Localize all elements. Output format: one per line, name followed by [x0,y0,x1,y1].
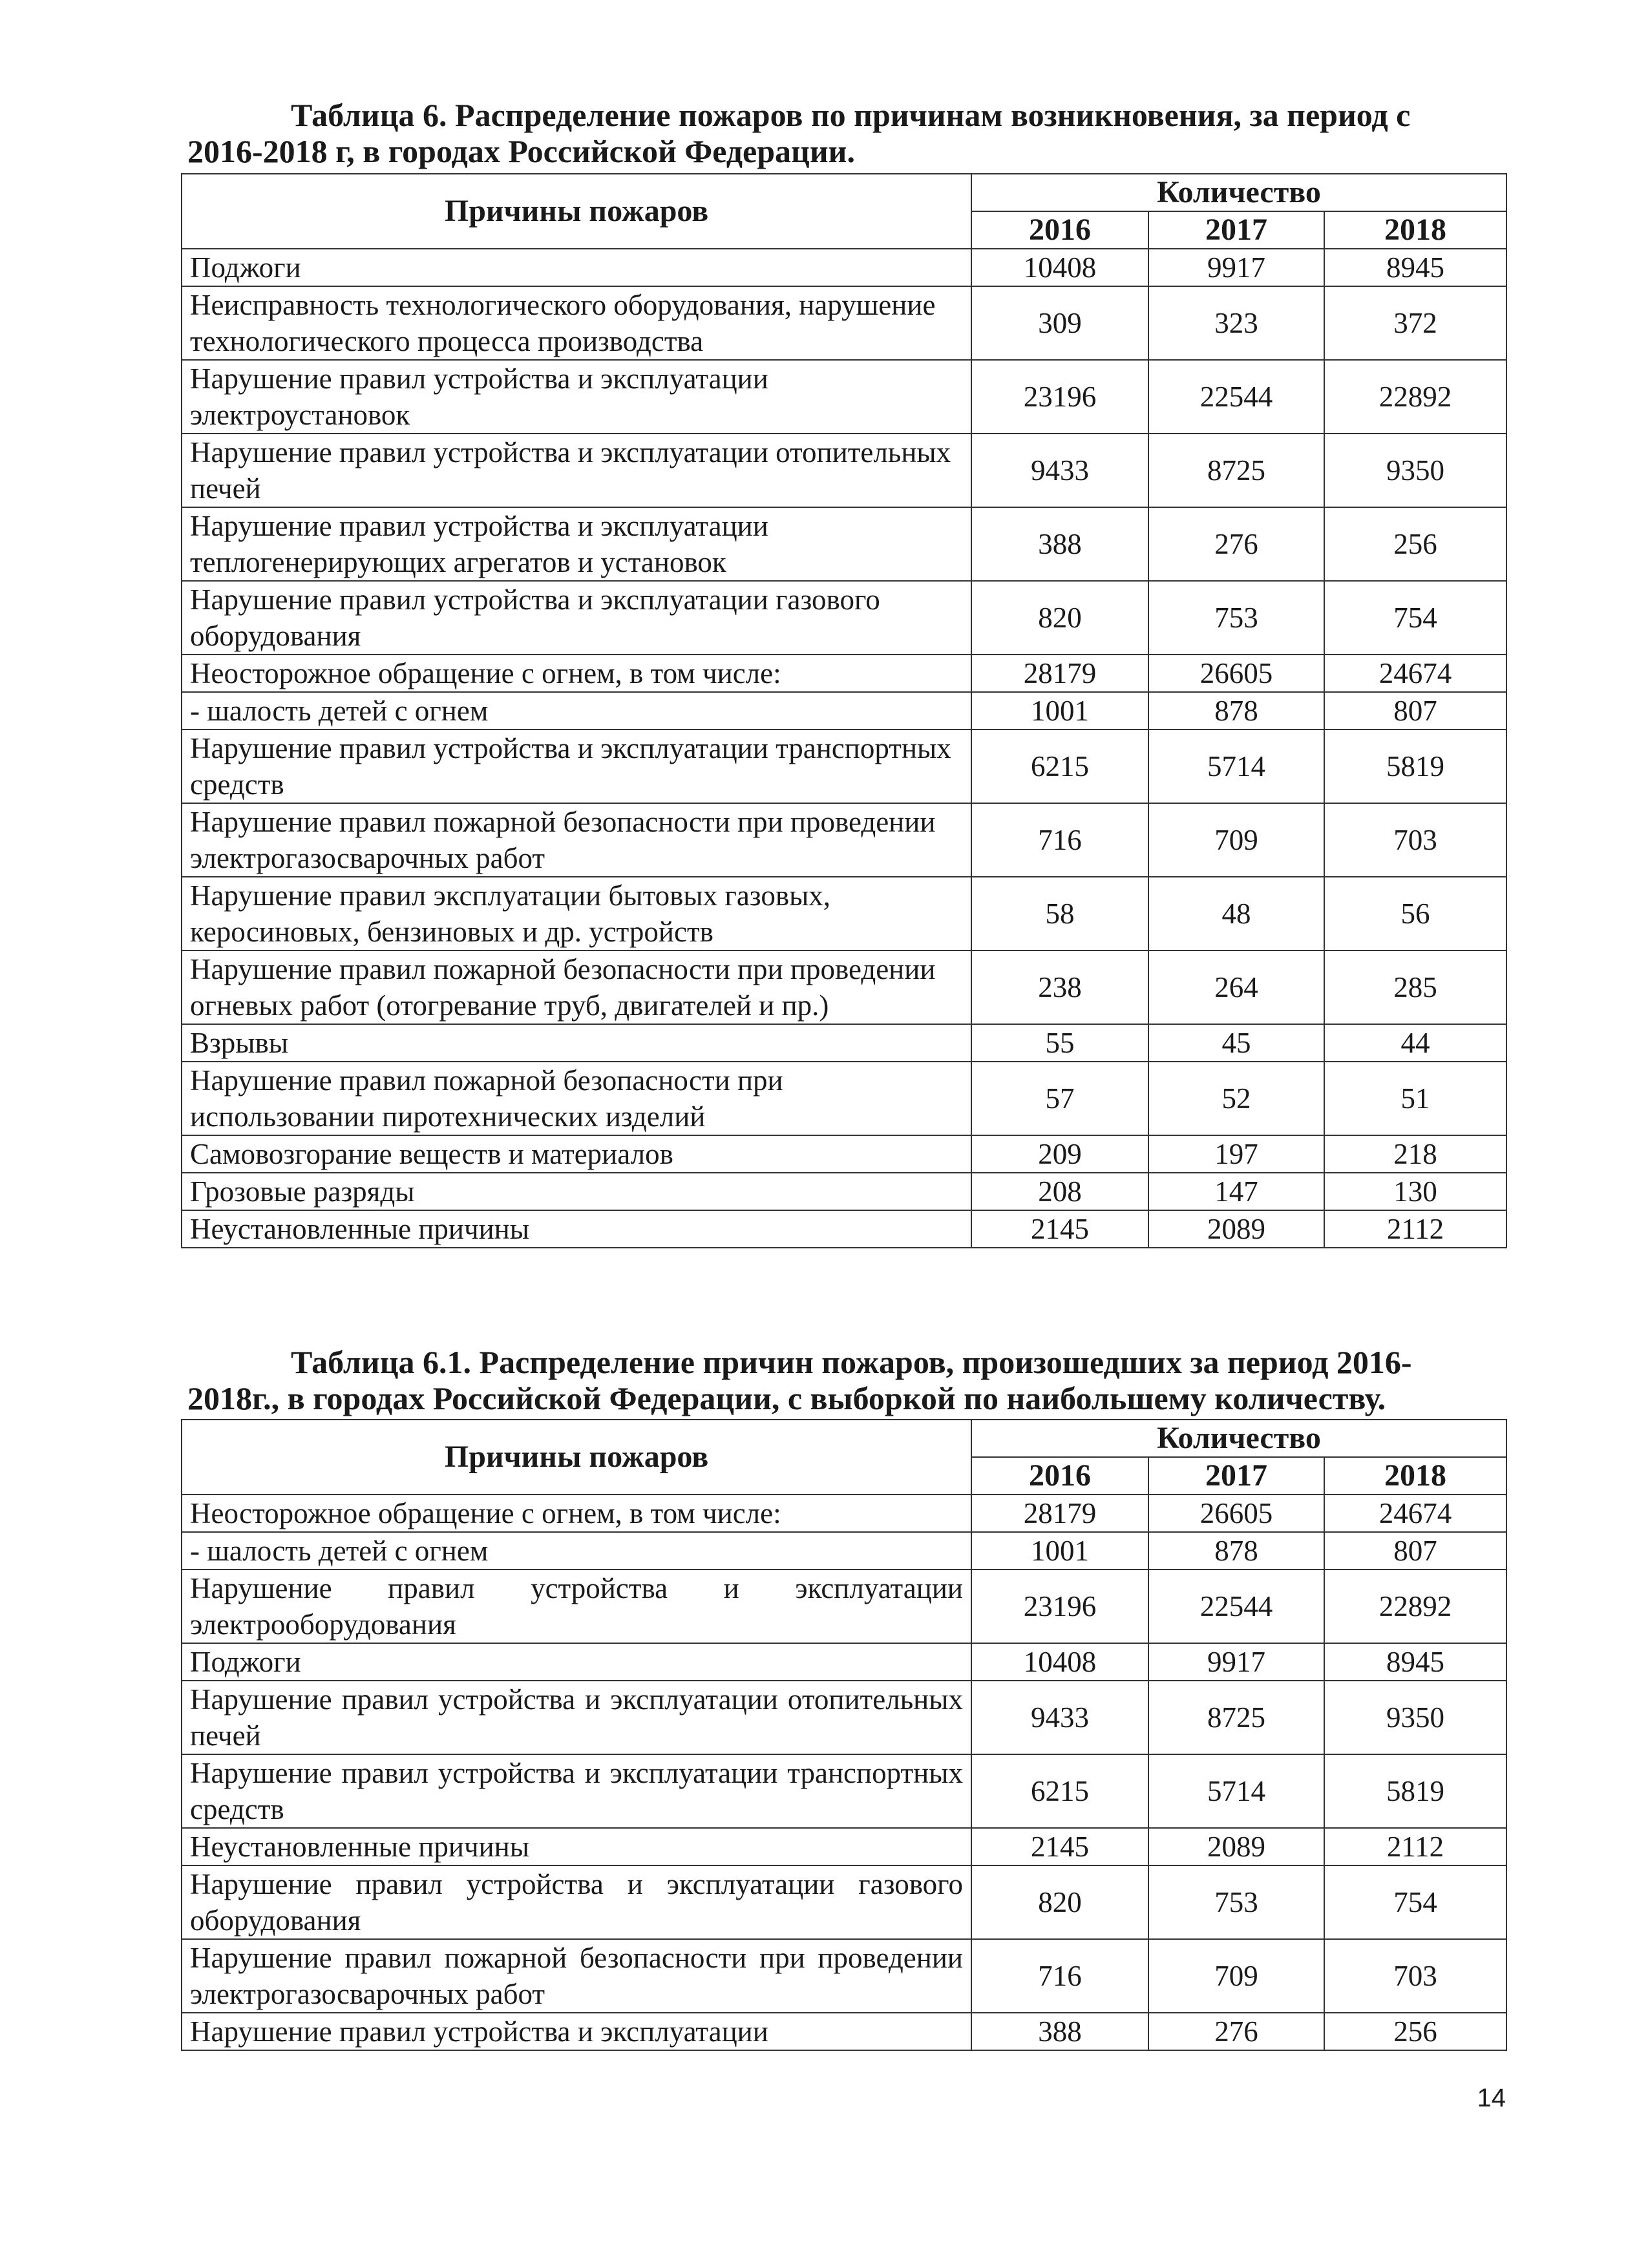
count-cell: 5819 [1324,1754,1506,1828]
count-cell: 52 [1148,1062,1324,1135]
count-cell: 9350 [1324,1681,1506,1754]
count-cell: 8945 [1324,1643,1506,1681]
count-cell: 6215 [971,730,1148,803]
count-cell: 238 [971,950,1148,1024]
table-body [182,1495,1506,2050]
count-cell: 8725 [1148,1681,1324,1754]
count-cell: 9917 [1148,1643,1324,1681]
count-cell: 26605 [1148,655,1324,692]
count-cell: 709 [1148,1939,1324,2013]
fire-causes-table [181,173,1507,1248]
table-row [182,581,1506,655]
count-cell: 309 [971,286,1148,360]
table-row [182,360,1506,434]
count-cell: 256 [1324,507,1506,581]
count-cell: 10408 [971,1643,1148,1681]
cause-cell: Неосторожное обращение с огнем, в том числе: [182,1495,971,1532]
count-cell: 56 [1324,877,1506,950]
table-6-1-caption [187,1344,1506,1416]
table-row [182,655,1506,692]
header-causes: Причины пожаров [182,174,971,249]
cause-cell: Нарушение правил эксплуатации бытовых газовых, керосиновых, бензиновых и др. устройств [182,877,971,950]
count-cell: 147 [1148,1173,1324,1210]
count-cell: 6215 [971,1754,1148,1828]
count-cell: 51 [1324,1062,1506,1135]
table-row [182,2013,1506,2050]
count-cell: 5714 [1148,1754,1324,1828]
count-cell: 26605 [1148,1495,1324,1532]
count-cell: 24674 [1324,655,1506,692]
table-row [182,1939,1506,2013]
cause-cell: Неустановленные причины [182,1828,971,1865]
count-cell: 716 [971,1939,1148,2013]
count-cell: 276 [1148,2013,1324,2050]
count-cell: 388 [971,507,1148,581]
count-cell: 1001 [971,692,1148,730]
table-row [182,692,1506,730]
cause-cell: Самовозгорание веществ и материалов [182,1135,971,1173]
count-cell: 57 [971,1062,1148,1135]
table-body [182,249,1506,1248]
count-cell: 22544 [1148,360,1324,434]
table-row [182,1532,1506,1570]
count-cell: 9433 [971,1681,1148,1754]
count-cell: 285 [1324,950,1506,1024]
count-cell: 820 [971,1865,1148,1939]
table-6-caption [187,97,1506,169]
count-cell: 754 [1324,581,1506,655]
table-row [182,1062,1506,1135]
count-cell: 2145 [971,1828,1148,1865]
cause-cell: Нарушение правил устройства и эксплуатации отопительных печей [182,434,971,507]
count-cell: 878 [1148,692,1324,730]
header-year: 2018 [1324,1457,1506,1495]
count-cell: 9917 [1148,249,1324,286]
table-row [182,1570,1506,1643]
cause-cell: Поджоги [182,1643,971,1681]
cause-cell: Нарушение правил устройства и эксплуатации теплогенерирующих агрегатов и установок [182,507,971,581]
count-cell: 703 [1324,803,1506,877]
count-cell: 44 [1324,1024,1506,1062]
count-cell: 10408 [971,249,1148,286]
cause-cell: Поджоги [182,249,971,286]
page-number: 14 [1477,2084,1506,2112]
table-row [182,730,1506,803]
table-row [182,1828,1506,1865]
cause-cell: Нарушение правил устройства и эксплуатации электрооборудования [182,1570,971,1643]
count-cell: 878 [1148,1532,1324,1570]
caption-line-1: Таблица 6.1. Распределение причин пожаров, произошедших за период 2016- [291,1344,1412,1380]
count-cell: 209 [971,1135,1148,1173]
count-cell: 2112 [1324,1828,1506,1865]
count-cell: 388 [971,2013,1148,2050]
cause-cell: Нарушение правил пожарной безопасности при проведении огневых работ (отогревание труб, двигателей и пр.) [182,950,971,1024]
header-year: 2017 [1148,211,1324,249]
table-row [182,877,1506,950]
count-cell: 58 [971,877,1148,950]
count-cell: 372 [1324,286,1506,360]
table-row [182,1495,1506,1532]
count-cell: 2112 [1324,1210,1506,1248]
cause-cell: Нарушение правил устройства и эксплуатации электроустановок [182,360,971,434]
count-cell: 716 [971,803,1148,877]
count-cell: 9433 [971,434,1148,507]
header-year: 2017 [1148,1457,1324,1495]
count-cell: 197 [1148,1135,1324,1173]
cause-cell: - шалость детей с огнем [182,692,971,730]
count-cell: 22544 [1148,1570,1324,1643]
count-cell: 23196 [971,360,1148,434]
count-cell: 276 [1148,507,1324,581]
count-cell: 820 [971,581,1148,655]
count-cell: 48 [1148,877,1324,950]
cause-cell: Нарушение правил пожарной безопасности при проведении электрогазосварочных работ [182,803,971,877]
table-row [182,1135,1506,1173]
cause-cell: Нарушение правил устройства и эксплуатации отопительных печей [182,1681,971,1754]
count-cell: 5819 [1324,730,1506,803]
count-cell: 807 [1324,1532,1506,1570]
count-cell: 208 [971,1173,1148,1210]
count-cell: 754 [1324,1865,1506,1939]
count-cell: 22892 [1324,1570,1506,1643]
cause-cell: Взрывы [182,1024,971,1062]
table-row [182,249,1506,286]
cause-cell: Нарушение правил устройства и эксплуатации [182,2013,971,2050]
header-count: Количество [971,174,1506,211]
caption-line-2: 2018г., в городах Российской Федерации, с выборкой по наибольшему количеству. [187,1380,1386,1416]
count-cell: 23196 [971,1570,1148,1643]
count-cell: 45 [1148,1024,1324,1062]
count-cell: 709 [1148,803,1324,877]
count-cell: 2089 [1148,1210,1324,1248]
count-cell: 22892 [1324,360,1506,434]
table-row [182,1681,1506,1754]
count-cell: 55 [971,1024,1148,1062]
cause-cell: Грозовые разряды [182,1173,971,1210]
cause-cell: Неустановленные причины [182,1210,971,1248]
table-row [182,803,1506,877]
count-cell: 264 [1148,950,1324,1024]
cause-cell: Неосторожное обращение с огнем, в том числе: [182,655,971,692]
count-cell: 9350 [1324,434,1506,507]
cause-cell: Нарушение правил устройства и эксплуатации газового оборудования [182,1865,971,1939]
header-year: 2016 [971,211,1148,249]
count-cell: 2089 [1148,1828,1324,1865]
count-cell: 807 [1324,692,1506,730]
cause-cell: - шалость детей с огнем [182,1532,971,1570]
cause-cell: Неисправность технологического оборудования, нарушение технологического процесса производства [182,286,971,360]
count-cell: 8725 [1148,434,1324,507]
count-cell: 28179 [971,1495,1148,1532]
table-row [182,1210,1506,1248]
count-cell: 130 [1324,1173,1506,1210]
count-cell: 8945 [1324,249,1506,286]
table-row [182,507,1506,581]
count-cell: 2145 [971,1210,1148,1248]
count-cell: 1001 [971,1532,1148,1570]
cause-cell: Нарушение правил пожарной безопасности при проведении электрогазосварочных работ [182,1939,971,2013]
header-count: Количество [971,1420,1506,1457]
table-row [182,1865,1506,1939]
top-fire-causes-table [181,1419,1507,2051]
cause-cell: Нарушение правил устройства и эксплуатации транспортных средств [182,730,971,803]
table-row [182,1754,1506,1828]
header-year: 2016 [971,1457,1148,1495]
caption-line-2: 2016-2018 г, в городах Российской Федерации. [187,133,855,169]
cause-cell: Нарушение правил устройства и эксплуатации транспортных средств [182,1754,971,1828]
caption-line-1: Таблица 6. Распределение пожаров по причинам возникновения, за период с [291,97,1411,133]
count-cell: 323 [1148,286,1324,360]
cause-cell: Нарушение правил устройства и эксплуатации газового оборудования [182,581,971,655]
count-cell: 24674 [1324,1495,1506,1532]
header-causes: Причины пожаров [182,1420,971,1495]
count-cell: 256 [1324,2013,1506,2050]
header-year: 2018 [1324,211,1506,249]
count-cell: 753 [1148,581,1324,655]
count-cell: 753 [1148,1865,1324,1939]
table-row [182,434,1506,507]
table-row [182,950,1506,1024]
count-cell: 28179 [971,655,1148,692]
table-row [182,286,1506,360]
table-row [182,1173,1506,1210]
count-cell: 703 [1324,1939,1506,2013]
table-row [182,1643,1506,1681]
table-row [182,1024,1506,1062]
count-cell: 218 [1324,1135,1506,1173]
cause-cell: Нарушение правил пожарной безопасности при использовании пиротехнических изделий [182,1062,971,1135]
count-cell: 5714 [1148,730,1324,803]
